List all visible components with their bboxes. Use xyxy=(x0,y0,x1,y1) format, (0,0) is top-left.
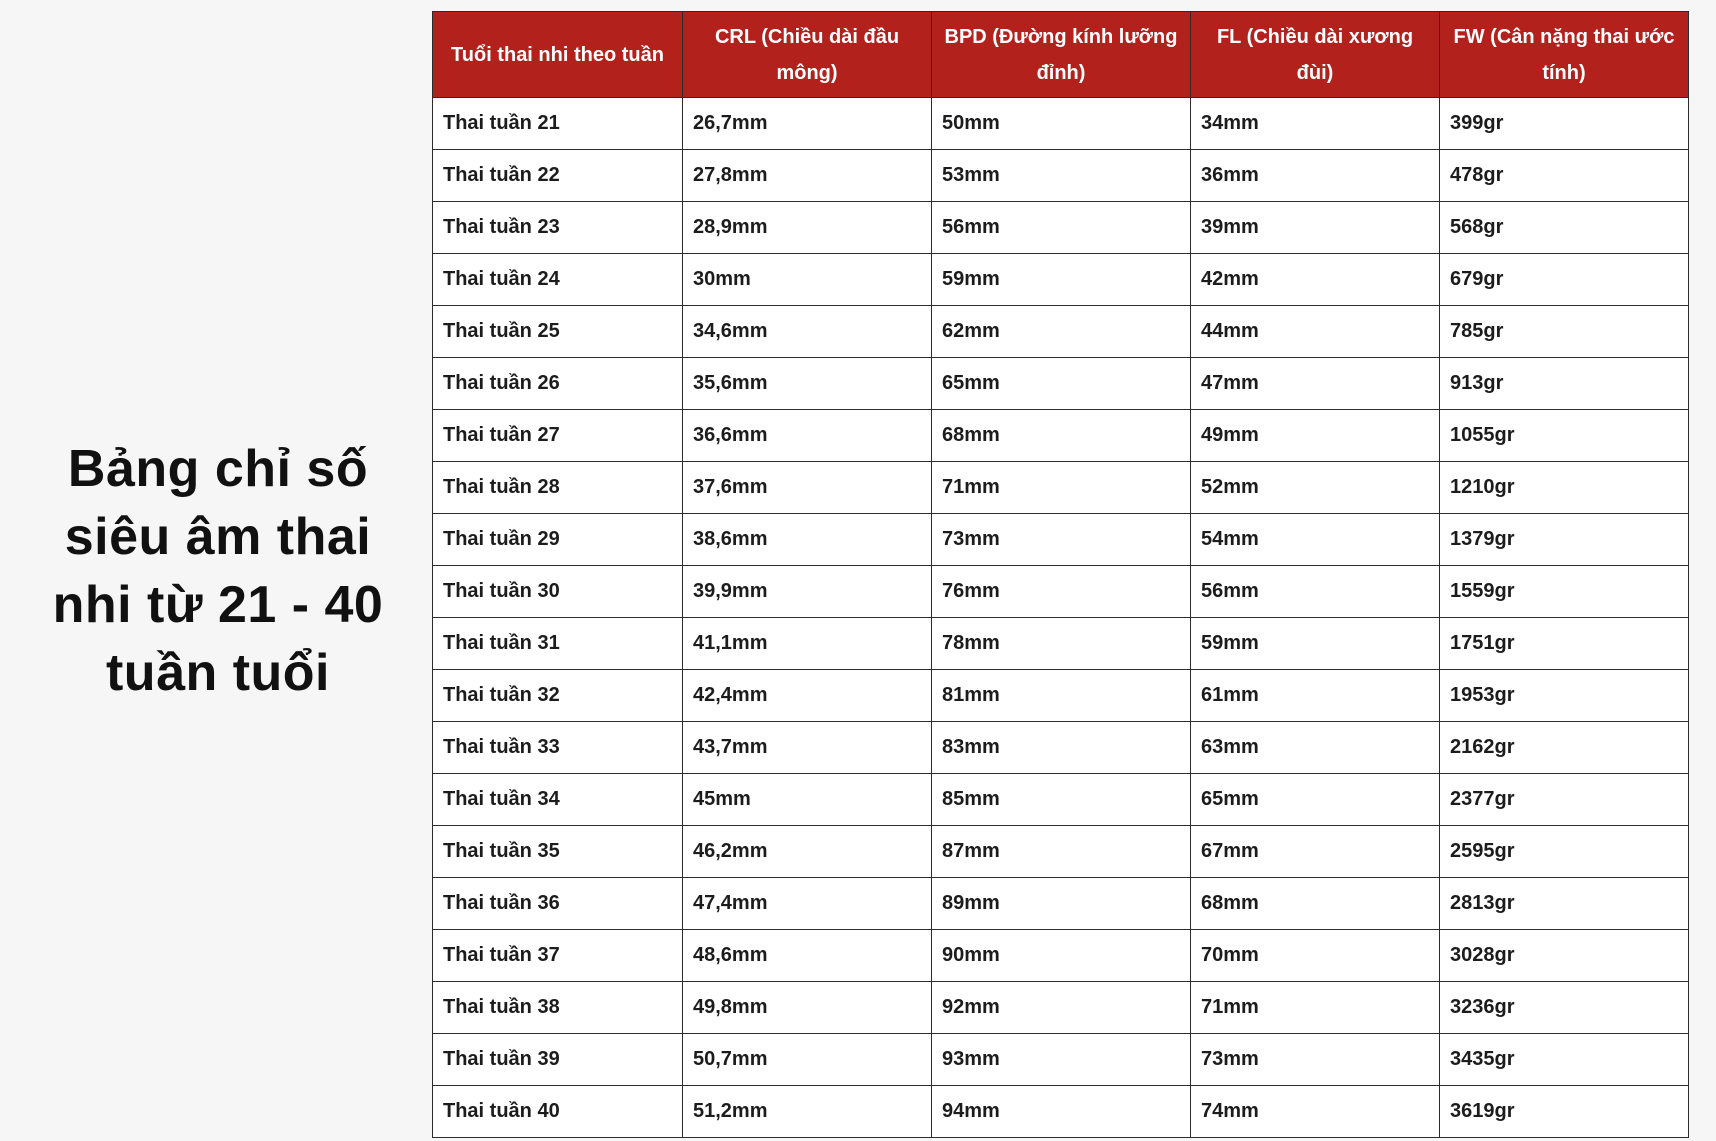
table-cell-bpd: 85mm xyxy=(932,774,1191,826)
table-cell-fw: 2595gr xyxy=(1440,826,1689,878)
table-cell-bpd: 93mm xyxy=(932,1034,1191,1086)
column-header-crl: CRL (Chiều dài đầu mông) xyxy=(683,12,932,98)
table-cell-fl: 74mm xyxy=(1191,1086,1440,1138)
table-cell-week: Thai tuần 25 xyxy=(433,306,683,358)
table-cell-fw: 2162gr xyxy=(1440,722,1689,774)
table-cell-week: Thai tuần 28 xyxy=(433,462,683,514)
table-cell-crl: 45mm xyxy=(683,774,932,826)
table-cell-bpd: 62mm xyxy=(932,306,1191,358)
table-cell-crl: 28,9mm xyxy=(683,202,932,254)
table-cell-crl: 36,6mm xyxy=(683,410,932,462)
table-cell-crl: 37,6mm xyxy=(683,462,932,514)
table-cell-bpd: 89mm xyxy=(932,878,1191,930)
table-cell-week: Thai tuần 29 xyxy=(433,514,683,566)
table-cell-week: Thai tuần 31 xyxy=(433,618,683,670)
table-cell-crl: 47,4mm xyxy=(683,878,932,930)
table-row xyxy=(433,722,1689,774)
table-cell-fl: 39mm xyxy=(1191,202,1440,254)
table-cell-bpd: 71mm xyxy=(932,462,1191,514)
page-title-line: nhi từ 21 - 40 xyxy=(52,575,384,634)
table-cell-week: Thai tuần 30 xyxy=(433,566,683,618)
table-cell-crl: 49,8mm xyxy=(683,982,932,1034)
table-cell-fl: 52mm xyxy=(1191,462,1440,514)
table-cell-fl: 36mm xyxy=(1191,150,1440,202)
table-cell-week: Thai tuần 36 xyxy=(433,878,683,930)
table-row xyxy=(433,150,1689,202)
table-container xyxy=(432,11,1688,1138)
table-cell-week: Thai tuần 34 xyxy=(433,774,683,826)
table-cell-crl: 26,7mm xyxy=(683,98,932,150)
title-panel xyxy=(20,0,416,1141)
table-cell-week: Thai tuần 23 xyxy=(433,202,683,254)
table-cell-crl: 35,6mm xyxy=(683,358,932,410)
table-row xyxy=(433,98,1689,150)
column-header-fl: FL (Chiều dài xương đùi) xyxy=(1191,12,1440,98)
table-cell-fl: 70mm xyxy=(1191,930,1440,982)
table-cell-fl: 63mm xyxy=(1191,722,1440,774)
table-cell-fw: 3619gr xyxy=(1440,1086,1689,1138)
table-cell-bpd: 83mm xyxy=(932,722,1191,774)
page-title-line: tuần tuổi xyxy=(105,643,330,702)
table-cell-fw: 1379gr xyxy=(1440,514,1689,566)
table-cell-fw: 1559gr xyxy=(1440,566,1689,618)
table-row xyxy=(433,358,1689,410)
table-cell-crl: 43,7mm xyxy=(683,722,932,774)
table-cell-crl: 41,1mm xyxy=(683,618,932,670)
table-cell-week: Thai tuần 24 xyxy=(433,254,683,306)
table-cell-week: Thai tuần 35 xyxy=(433,826,683,878)
table-cell-fl: 49mm xyxy=(1191,410,1440,462)
table-cell-bpd: 59mm xyxy=(932,254,1191,306)
table-cell-fl: 65mm xyxy=(1191,774,1440,826)
table-cell-week: Thai tuần 27 xyxy=(433,410,683,462)
table-cell-fl: 61mm xyxy=(1191,670,1440,722)
table-cell-bpd: 56mm xyxy=(932,202,1191,254)
table-row xyxy=(433,1034,1689,1086)
table-cell-fl: 42mm xyxy=(1191,254,1440,306)
column-header-fw: FW (Cân nặng thai ước tính) xyxy=(1440,12,1689,98)
table-cell-fl: 47mm xyxy=(1191,358,1440,410)
table-cell-week: Thai tuần 38 xyxy=(433,982,683,1034)
table-cell-bpd: 87mm xyxy=(932,826,1191,878)
table-cell-crl: 42,4mm xyxy=(683,670,932,722)
table-cell-fw: 1055gr xyxy=(1440,410,1689,462)
table-cell-crl: 27,8mm xyxy=(683,150,932,202)
table-header-row xyxy=(433,12,1689,98)
table-row xyxy=(433,618,1689,670)
table-cell-fl: 54mm xyxy=(1191,514,1440,566)
table-cell-week: Thai tuần 33 xyxy=(433,722,683,774)
table-row xyxy=(433,306,1689,358)
table-cell-fw: 478gr xyxy=(1440,150,1689,202)
table-cell-crl: 51,2mm xyxy=(683,1086,932,1138)
table-row xyxy=(433,514,1689,566)
table-cell-fw: 3236gr xyxy=(1440,982,1689,1034)
table-row xyxy=(433,774,1689,826)
table-row xyxy=(433,670,1689,722)
table-cell-fl: 56mm xyxy=(1191,566,1440,618)
table-cell-fw: 3028gr xyxy=(1440,930,1689,982)
table-cell-fl: 71mm xyxy=(1191,982,1440,1034)
table-cell-bpd: 92mm xyxy=(932,982,1191,1034)
table-cell-bpd: 76mm xyxy=(932,566,1191,618)
table-cell-week: Thai tuần 26 xyxy=(433,358,683,410)
table-cell-week: Thai tuần 40 xyxy=(433,1086,683,1138)
table-cell-bpd: 50mm xyxy=(932,98,1191,150)
table-cell-fw: 2813gr xyxy=(1440,878,1689,930)
table-row xyxy=(433,202,1689,254)
table-cell-fw: 1751gr xyxy=(1440,618,1689,670)
table-cell-crl: 38,6mm xyxy=(683,514,932,566)
table-cell-fw: 785gr xyxy=(1440,306,1689,358)
table-header xyxy=(433,12,1689,98)
table-cell-week: Thai tuần 22 xyxy=(433,150,683,202)
table-cell-week: Thai tuần 21 xyxy=(433,98,683,150)
table-cell-bpd: 53mm xyxy=(932,150,1191,202)
table-cell-week: Thai tuần 39 xyxy=(433,1034,683,1086)
table-cell-bpd: 81mm xyxy=(932,670,1191,722)
table-row xyxy=(433,930,1689,982)
table-row xyxy=(433,566,1689,618)
ultrasound-index-table xyxy=(432,11,1689,1138)
table-cell-fl: 67mm xyxy=(1191,826,1440,878)
table-cell-fl: 44mm xyxy=(1191,306,1440,358)
table-cell-fl: 34mm xyxy=(1191,98,1440,150)
table-cell-bpd: 65mm xyxy=(932,358,1191,410)
table-cell-fw: 1210gr xyxy=(1440,462,1689,514)
table-cell-bpd: 68mm xyxy=(932,410,1191,462)
table-cell-fl: 59mm xyxy=(1191,618,1440,670)
table-cell-crl: 48,6mm xyxy=(683,930,932,982)
table-row xyxy=(433,878,1689,930)
page-title xyxy=(53,435,384,707)
table-cell-fl: 68mm xyxy=(1191,878,1440,930)
table-row xyxy=(433,254,1689,306)
table-cell-fw: 679gr xyxy=(1440,254,1689,306)
table-cell-fw: 1953gr xyxy=(1440,670,1689,722)
column-header-gestational-age: Tuổi thai nhi theo tuần xyxy=(433,12,683,98)
table-row xyxy=(433,982,1689,1034)
table-cell-fw: 2377gr xyxy=(1440,774,1689,826)
table-cell-bpd: 78mm xyxy=(932,618,1191,670)
table-cell-fl: 73mm xyxy=(1191,1034,1440,1086)
table-cell-crl: 34,6mm xyxy=(683,306,932,358)
table-cell-week: Thai tuần 32 xyxy=(433,670,683,722)
table-cell-fw: 568gr xyxy=(1440,202,1689,254)
table-cell-bpd: 73mm xyxy=(932,514,1191,566)
table-cell-crl: 30mm xyxy=(683,254,932,306)
table-cell-crl: 39,9mm xyxy=(683,566,932,618)
table-cell-bpd: 94mm xyxy=(932,1086,1191,1138)
table-row xyxy=(433,462,1689,514)
table-cell-crl: 50,7mm xyxy=(683,1034,932,1086)
page-title-line: Bảng chỉ số xyxy=(67,439,369,498)
table-cell-fw: 399gr xyxy=(1440,98,1689,150)
table-cell-bpd: 90mm xyxy=(932,930,1191,982)
table-cell-week: Thai tuần 37 xyxy=(433,930,683,982)
column-header-bpd: BPD (Đường kính lưỡng đỉnh) xyxy=(932,12,1191,98)
table-row xyxy=(433,410,1689,462)
table-row xyxy=(433,826,1689,878)
table-cell-fw: 913gr xyxy=(1440,358,1689,410)
page-title-line: siêu âm thai xyxy=(64,507,372,566)
table-body xyxy=(433,98,1689,1138)
table-cell-crl: 46,2mm xyxy=(683,826,932,878)
table-cell-fw: 3435gr xyxy=(1440,1034,1689,1086)
table-row xyxy=(433,1086,1689,1138)
